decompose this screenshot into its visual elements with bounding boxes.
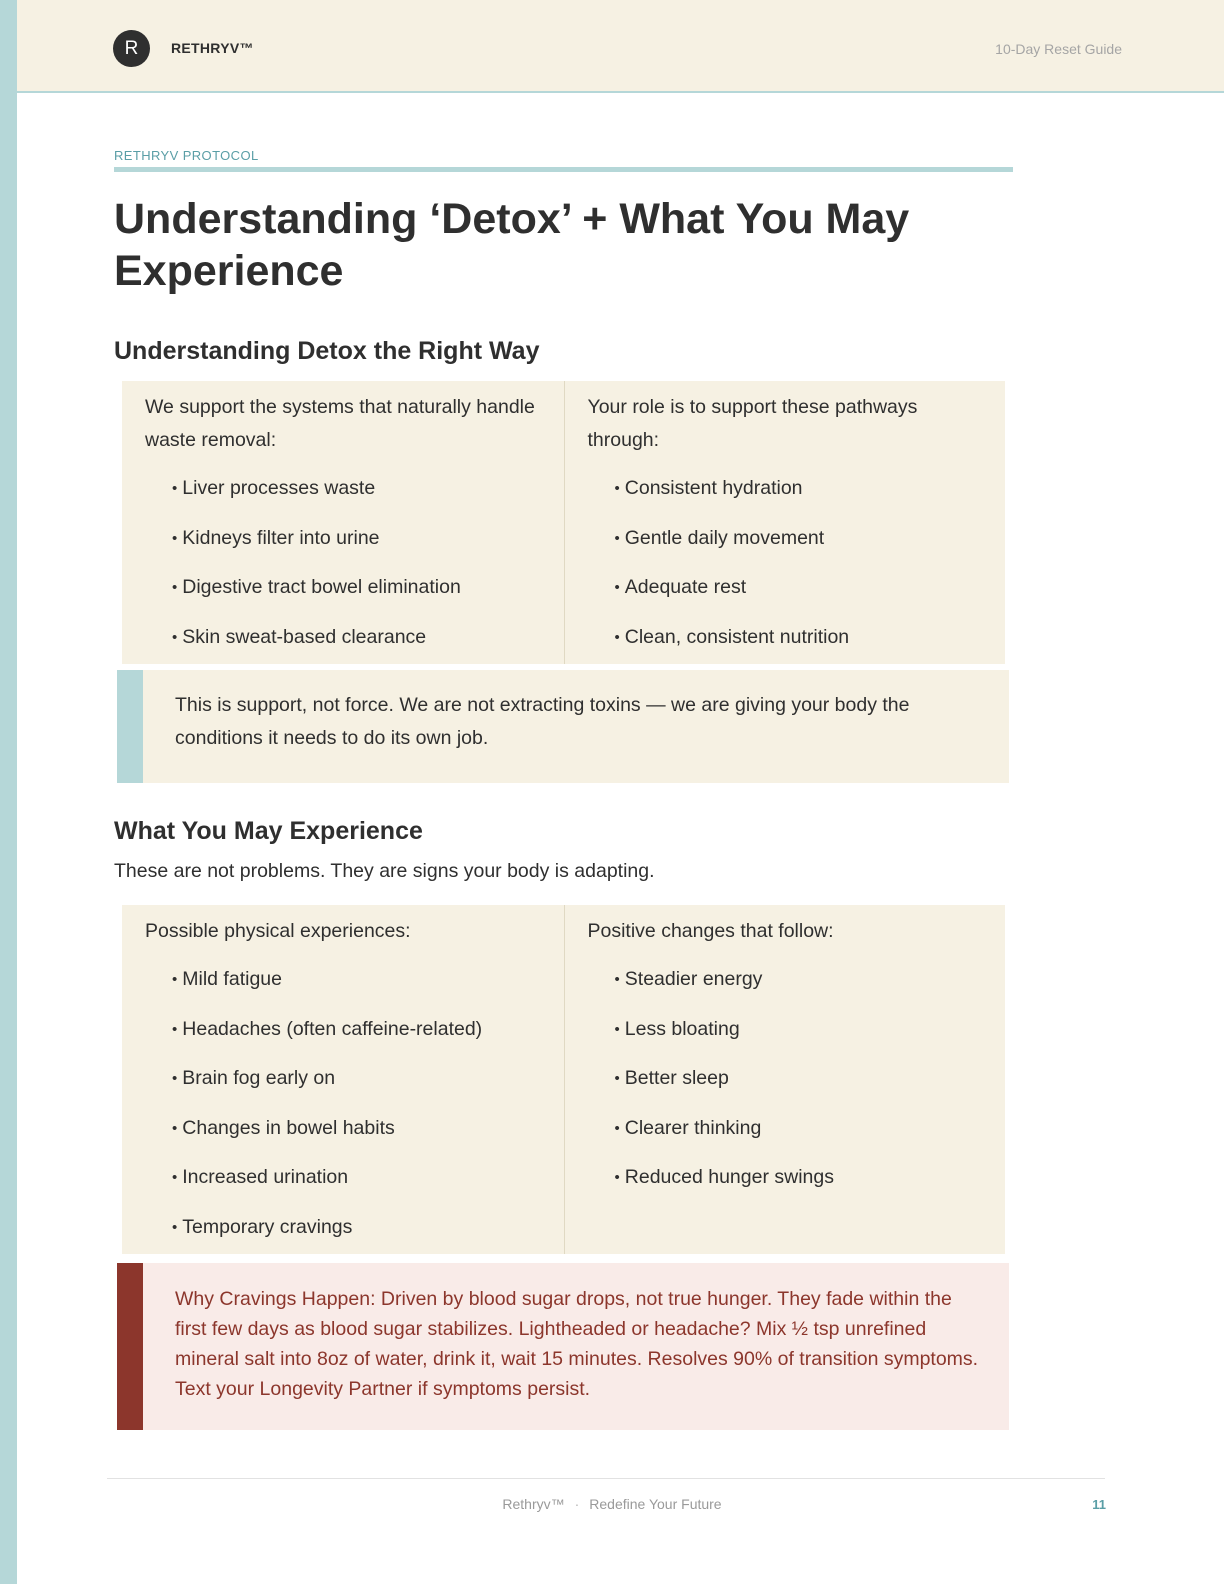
page-title: Understanding ‘Detox’ + What You May Experience [114, 195, 910, 295]
physical-experiences-heading: Possible physical experiences: [145, 920, 411, 942]
page-footer [0, 1496, 1224, 1512]
positive-changes-column [564, 905, 1006, 1254]
page-header [17, 0, 1224, 93]
list-item: • Clean, consistent nutrition [615, 625, 984, 675]
section-kicker: RETHRYV PROTOCOL [114, 148, 259, 163]
footer-separator: · [574, 1496, 580, 1512]
list-item: • Kidneys filter into urine [172, 526, 542, 576]
list-item: • Steadier energy [615, 967, 984, 1017]
alert-accent-bar [117, 1263, 143, 1430]
side-accent-stripe [0, 0, 17, 1584]
section-heading-experience: What You May Experience [114, 817, 423, 845]
list-item: • Temporary cravings [172, 1215, 542, 1265]
section-heading-detox: Understanding Detox the Right Way [114, 337, 540, 365]
list-item: • Adequate rest [615, 575, 984, 625]
cravings-alert-callout [117, 1263, 1009, 1430]
footer-divider [107, 1478, 1105, 1479]
list-item: • Reduced hunger swings [615, 1165, 984, 1215]
list-item: • Skin sweat-based clearance [172, 625, 542, 675]
list-item: • Brain fog early on [172, 1066, 542, 1116]
list-item: • Mild fatigue [172, 967, 542, 1017]
positive-changes-list [588, 967, 984, 1215]
list-item: • Increased urination [172, 1165, 542, 1215]
detox-role-column [564, 381, 1006, 664]
brand-logo: R [113, 30, 150, 67]
physical-experiences-list [145, 967, 542, 1265]
support-callout-text: This is support, not force. We are not extracting toxins — we are giving your body the conditions it needs to do its own job. [175, 694, 910, 749]
footer-brand: Rethryv™ [502, 1496, 565, 1512]
guide-title: 10-Day Reset Guide [995, 41, 1122, 57]
list-item: • Better sleep [615, 1066, 984, 1116]
detox-role-heading: Your role is to support these pathways through: [587, 396, 918, 451]
list-item: • Gentle daily movement [615, 526, 984, 576]
list-item: • Liver processes waste [172, 476, 542, 526]
physical-experiences-column [122, 905, 564, 1254]
cravings-alert-text: Why Cravings Happen: Driven by blood sugar drops, not true hunger. They fade within the first few days as blood sugar stabilizes. Lightheaded or headache? Mix ½ tsp unrefined mineral salt into 8oz of water, drink it, wait 15 minutes. Resolves 90% of transition symptoms. Text your Longevity Partner if symptoms persist. [175, 1288, 979, 1400]
positive-changes-heading: Positive changes that follow: [587, 920, 834, 942]
detox-role-list [588, 476, 984, 674]
detox-systems-column [122, 381, 564, 664]
footer-tagline: Redefine Your Future [589, 1496, 722, 1512]
callout-accent-bar [117, 670, 143, 783]
detox-two-column-box [122, 381, 1005, 664]
list-item: • Consistent hydration [615, 476, 984, 526]
kicker-divider [114, 167, 1013, 172]
detox-systems-heading: We support the systems that naturally handle waste removal: [145, 396, 535, 451]
list-item: • Changes in bowel habits [172, 1116, 542, 1166]
list-item: • Headaches (often caffeine-related) [172, 1017, 542, 1067]
brand-name: RETHRYV™ [171, 40, 254, 56]
list-item: • Digestive tract bowel elimination [172, 575, 542, 625]
experience-intro: These are not problems. They are signs your body is adapting. [114, 860, 655, 882]
list-item: • Clearer thinking [615, 1116, 984, 1166]
list-item: • Less bloating [615, 1017, 984, 1067]
experience-two-column-box [122, 905, 1005, 1254]
detox-systems-list [145, 476, 542, 674]
page-number: 11 [1092, 1497, 1106, 1512]
support-callout [117, 670, 1009, 783]
